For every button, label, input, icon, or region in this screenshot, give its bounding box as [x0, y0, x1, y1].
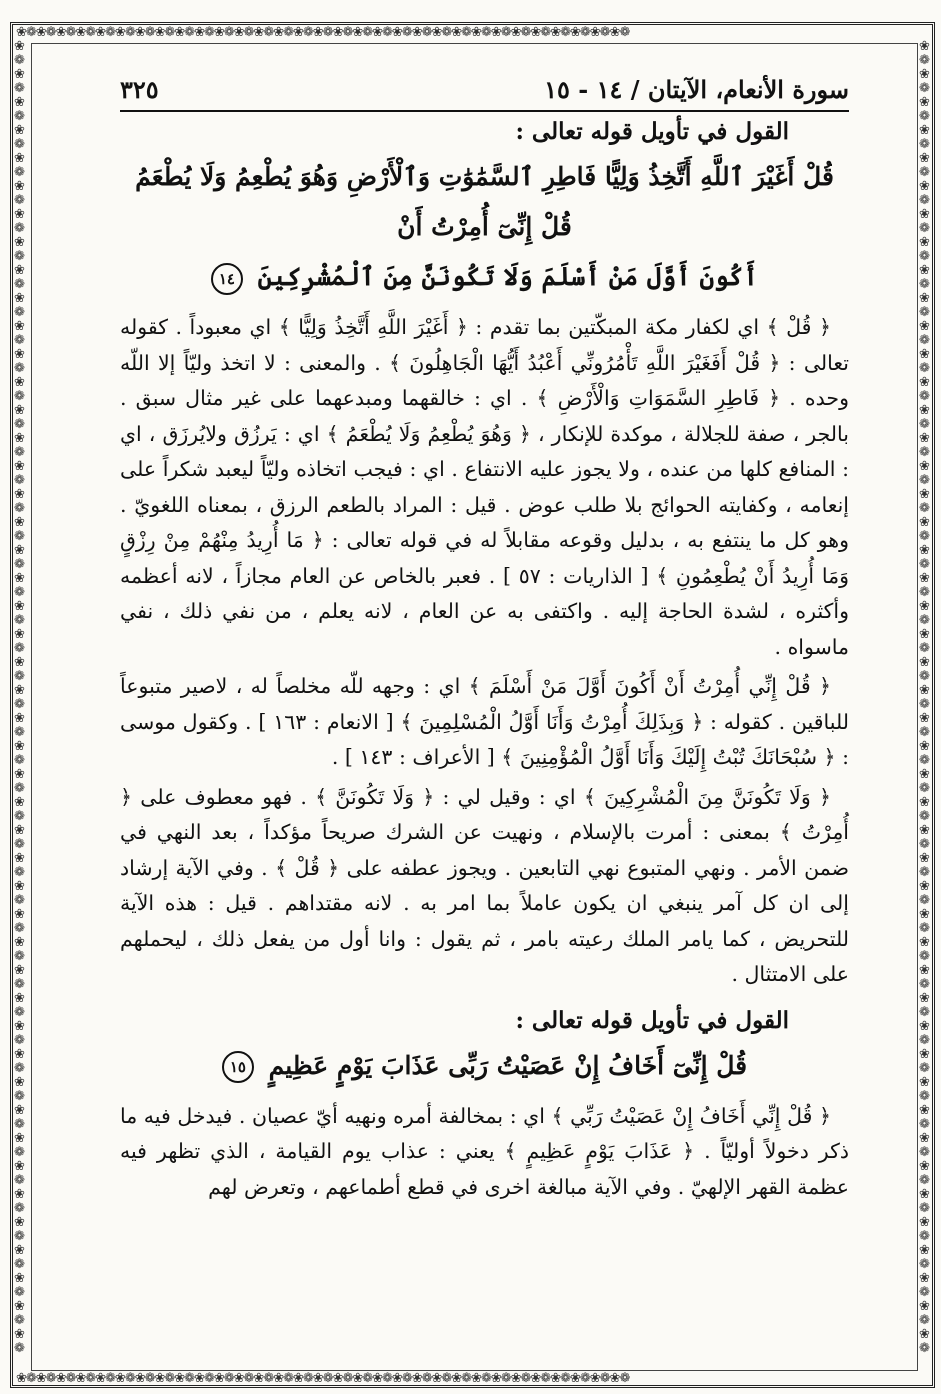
ayah-number-marker: ١٤: [211, 263, 243, 295]
quran-verse-line: قُلْ أَغَيْرَ ٱللَّهِ أَتَّخِذُ وَلِيًّا فَاطِرِ ٱلسَّمَٰوَٰتِ وَٱلْأَرْضِ وَهُوَ يُطْعِمُ وَلَا يُطْعَمُ قُلْ إِنِّىٓ أُمِرْتُ أَنْ: [135, 162, 834, 241]
ornamental-border-right: ❀❁❀❁❀❁❀❁❀❁❀❁❀❁❀❁❀❁❀❁❀❁❀❁❀❁❀❁❀❁❀❁❀❁❀❁❀❁❀❁❀❁❀❁❀❁❀❁❀❁❀❁❀❁❀❁❀❁❀❁❀❁❀❁❀❁❀❁❀❁❀❁❀❁❀❁❀❁❀❁❀❁❀❁❀❁❀❁❀❁❀❁❀❁: [919, 40, 929, 1356]
page-content: [120, 72, 849, 1354]
ornamental-border-top: ❀❁❀❁❀❁❀❁❀❁❀❁❀❁❀❁❀❁❀❁❀❁❀❁❀❁❀❁❀❁❀❁❀❁❀❁❀❁❀❁❀❁❀❁❀❁❀❁❀❁❀❁❀❁❀❁❀❁❀❁❀❁: [16, 26, 630, 40]
ornamental-border-left: ❀❁❀❁❀❁❀❁❀❁❀❁❀❁❀❁❀❁❀❁❀❁❀❁❀❁❀❁❀❁❀❁❀❁❀❁❀❁❀❁❀❁❀❁❀❁❀❁❀❁❀❁❀❁❀❁❀❁❀❁❀❁❀❁❀❁❀❁❀❁❀❁❀❁❀❁❀❁❀❁❀❁❀❁❀❁❀❁❀❁❀❁❀❁: [14, 40, 24, 1356]
page-number: ٣٢٥: [120, 75, 159, 104]
section-heading: القول في تأويل قوله تعالى :: [515, 118, 789, 145]
quran-verse-line: [120, 252, 849, 302]
quran-verse-text: قُلْ إِنِّىٓ أَخَافُ إِنْ عَصَيْتُ رَبِّى عَذَابَ يَوْمٍ عَظِيمٍ: [268, 1050, 748, 1080]
commentary-paragraph: ﴿ وَلَا تَكُونَنَّ مِنَ الْمُشْرِكِينَ ﴾ اي : وقيل لي : ﴿ وَلَا تَكُونَنَّ ﴾ . فهو معطوف على ﴿ أُمِرْتُ ﴾ بمعنى : أمرت بالإسلام ، ونهيت عن الشرك صريحاً مؤكداً ، بعد النهي في ضمن الأمر . ونهي المتبوع نهي التابعين . ويجوز عطفه على ﴿ قُلْ ﴾ . وفي الآية إرشاد إلى ان كل آمر ينبغي ان يكون عاملاً بما امر به . لانه مقتداهم . قيل : هذه الآية للتحريض ، كما يامر الملك رعيته بامر ، ثم يقول : وانا أول من يفعل ذلك ، ليحملهم على الامتثال .: [120, 784, 849, 986]
commentary-paragraph: ﴿ قُلْ إِنِّي أَخَافُ إِنْ عَصَيْتُ رَبِّي ﴾ اي : بمخالفة أمره ونهيه أيّ عصيان . فيدخل فيه ما ذكر دخولاً أوليّاً . ﴿ عَذَابَ يَوْمٍ عَظِيمٍ ﴾ يعني : عذاب يوم القيامة ، الذي تظهر فيه عظمة القهر الإلهيّ . وفي الآية مبالغة اخرى في قطع أطماعهم ، وتعرض لهم: [120, 1103, 849, 1199]
section-heading: القول في تأويل قوله تعالى :: [515, 1006, 789, 1034]
commentary-paragraph: ﴿ قُلْ إِنِّي أُمِرْتُ أَنْ أَكُونَ أَوَّلَ مَنْ أَسْلَمَ ﴾ اي : وجهه للّه مخلصاً له ، لاصير متبوعاً للباقين . كقوله : ﴿ وَبِذَلِكَ أُمِرْتُ وَأَنَا أَوَّلُ الْمُسْلِمِينَ ﴾ [ الانعام : ١٦٣ ] . وكقول موسى : ﴿ سُبْحَانَكَ تُبْتُ إِلَيْكَ وَأَنَا أَوَّلُ الْمُؤْمِنِينَ ﴾ [ الأعراف : ١٤٣ ] .: [120, 674, 849, 769]
quran-verse-line: [120, 1041, 849, 1091]
running-title: سورة الأنعام، الآيتان / ١٤ - ١٥: [544, 75, 849, 104]
commentary-paragraph: ﴿ قُلْ ﴾ اي لكفار مكة المبكّتين بما تقدم : ﴿ أَغَيْرَ اللَّهِ أَتَّخِذُ وَلِيًّا ﴾ اي معبوداً . كقوله تعالى : ﴿ قُلْ أَفَغَيْرَ اللَّهِ تَأْمُرُونِّي أَعْبُدُ أَيُّهَا الْجَاهِلُونَ ﴾ . والمعنى : لا اتخذ وليّاً إلا اللّه وحده . ﴿ فَاطِرِ السَّمَوَاتِ وَالْأَرْضِ ﴾ . اي : خالقهما ومبدعهما على غير مثال سبق . بالجر ، صفة للجلالة ، موكدة للإنكار ، ﴿ وَهُوَ يُطْعِمُ وَلَا يُطْعَمُ ﴾ اي : يَرزُق ولايُرزَق ، اي : المنافع كلها من عنده ، ولا يجوز عليه الانتفاع . اي : فيجب اتخاذه وليّاً ليعبد شكراً على إنعامه ، وكفايته الحوائج بلا طلب عوض . قيل : المراد بالطعم الرزق ، بمعناه اللغويّ . وهو كل ما ينتفع به ، بدليل وقوعه مقابلاً له في قوله تعالى : ﴿ مَا أُرِيدُ مِنْهُمْ مِنْ رِزْقٍ وَمَا أُرِيدُ أَنْ يُطْعِمُونِ ﴾ [ الذاريات : ٥٧ ] . فعبر بالخاص عن العام مجازاً ، لانه أعظمه وأكثره ، لشدة الحاجة إليه . واكتفى به عن العام ، لانه يعلم ، من نفي ذلك ، نفي ماسواه .: [120, 315, 849, 659]
ornamental-border-bottom: ❀❁❀❁❀❁❀❁❀❁❀❁❀❁❀❁❀❁❀❁❀❁❀❁❀❁❀❁❀❁❀❁❀❁❀❁❀❁❀❁❀❁❀❁❀❁❀❁❀❁❀❁❀❁❀❁❀❁❀❁❀❁: [16, 1372, 630, 1386]
ayah-number-marker: ١٥: [222, 1051, 254, 1083]
page-header: [120, 72, 849, 112]
quran-verse-text: أَكُونَ أَوَّلَ مَنْ أَسْلَمَ وَلَا تَكُونَنَّ مِنَ ٱلْمُشْرِكِينَ: [257, 262, 759, 291]
